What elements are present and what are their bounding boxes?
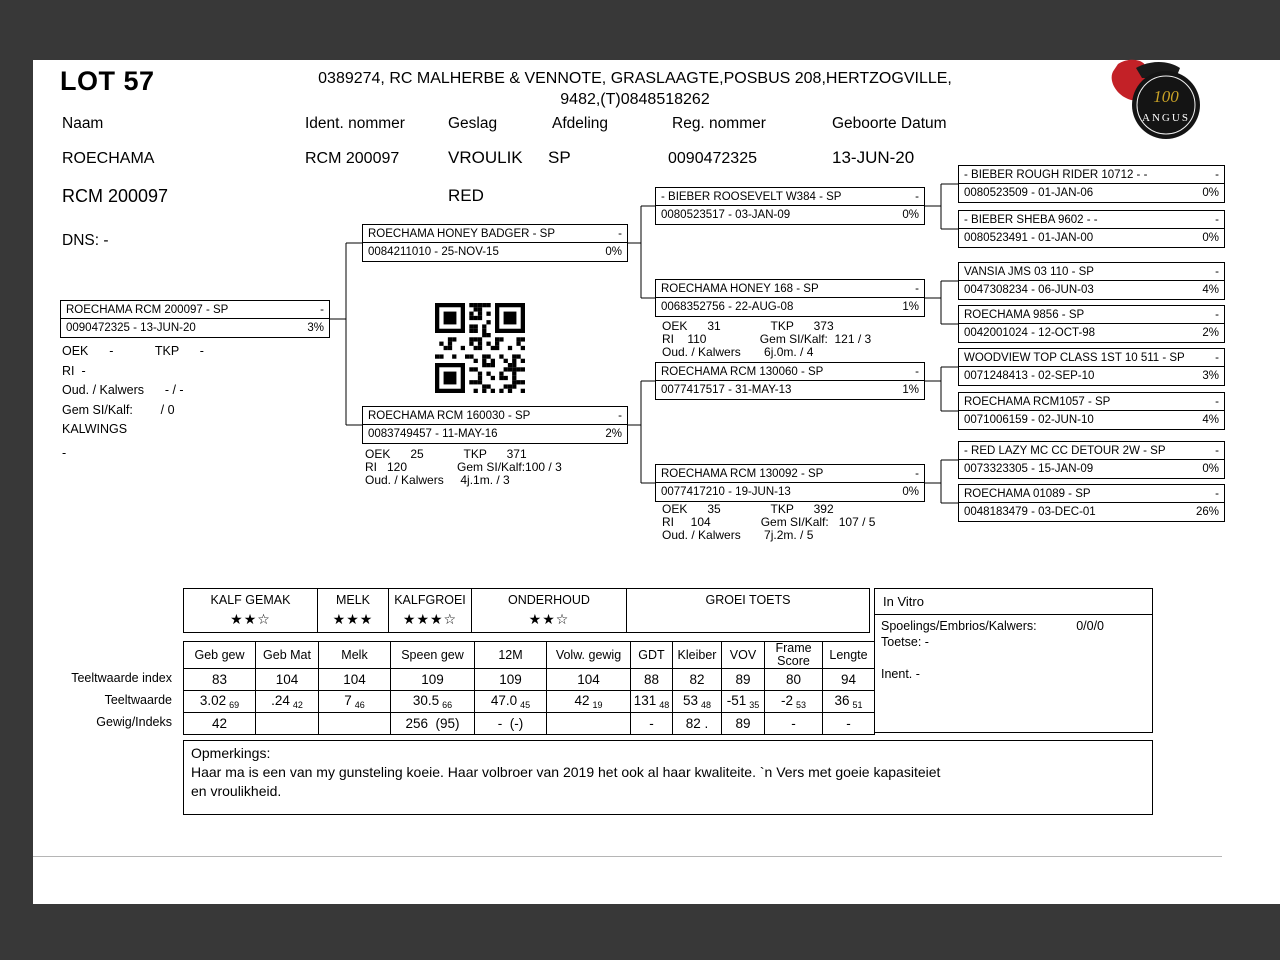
ebv-cell: .24 $_{42}$ <box>256 691 319 713</box>
inbreeding-pct: 0% <box>1202 232 1219 244</box>
stats-line: KALWINGS <box>62 422 128 436</box>
stats-line: RI 110 Gem SI/Kalf: 121 / 3 <box>662 332 872 346</box>
stats-line: Oud. / Kalwers 6j.0m. / 4 <box>662 345 814 359</box>
group-kalf-gemak <box>183 588 318 633</box>
ebv-cell: -51 $_{35}$ <box>722 691 765 713</box>
index-cell: 104 <box>547 669 631 691</box>
group-groei-toets <box>626 588 870 633</box>
ebv-cell: 42 $_{19}$ <box>547 691 631 713</box>
accuracy: 48 <box>659 700 670 710</box>
maternal-granddam-stats <box>662 503 875 542</box>
column-header: Geb Mat <box>256 642 319 669</box>
ebv-row <box>184 691 875 713</box>
colour-value: RED <box>448 186 484 205</box>
index-cell: 88 <box>631 669 673 691</box>
lot-number: LOT 57 <box>60 66 155 96</box>
ebv-cell: 47.0 $_{45}$ <box>475 691 547 713</box>
afdeling-value: SP <box>548 148 571 167</box>
animal-reg-id: 0084211010 - 25-NOV-15 <box>368 246 499 258</box>
index-cell: 104 <box>319 669 391 691</box>
dam-stats <box>365 448 562 487</box>
stats-line: OEK 35 TKP 392 <box>662 502 834 516</box>
pedigree-box-maternal-granddam <box>655 464 925 502</box>
animal-flag: - <box>1215 213 1219 226</box>
animal-reg-id: 0090472325 - 13-JUN-20 <box>66 322 196 334</box>
stats-line: Oud. / Kalwers 7j.2m. / 5 <box>662 528 814 542</box>
accuracy: 19 <box>592 700 603 710</box>
row-label-gewig-indeks: Gewig/Indeks <box>96 715 172 729</box>
qr-code <box>435 303 525 393</box>
footer-divider <box>33 856 1222 857</box>
stats-line: OEK 25 TKP 371 <box>365 447 527 461</box>
index-cell: 82 <box>673 669 722 691</box>
geslag-value: VROULIK <box>448 148 523 167</box>
group-label: MELK <box>335 593 371 607</box>
column-header: Volw. gewig <box>547 642 631 669</box>
star-rating <box>627 611 869 629</box>
index-cell: 89 <box>722 669 765 691</box>
stats-line: OEK - TKP - <box>62 344 204 358</box>
invitro-panel <box>874 588 1153 733</box>
spoelings-label: Spoelings/Embrios/Kalwers: <box>881 619 1037 633</box>
animal-flag: - <box>1215 444 1219 457</box>
animal-flag: - <box>915 190 919 203</box>
animal-reg-id: 0047308234 - 06-JUN-03 <box>964 284 1094 296</box>
weight-cell: 42 <box>184 713 256 735</box>
inbreeding-pct: 0% <box>605 246 622 258</box>
weight-cell <box>319 713 391 735</box>
invitro-title: In Vitro <box>875 589 1152 615</box>
group-onderhoud <box>471 588 627 633</box>
inbreeding-pct: 4% <box>1202 284 1219 296</box>
ebv-cell: -2 $_{53}$ <box>765 691 823 713</box>
inbreeding-pct: 1% <box>902 301 919 313</box>
animal-reg-id: 0042001024 - 12-OCT-98 <box>964 327 1096 339</box>
pedigree-box-subject <box>60 300 330 338</box>
animal-reg-id: 0080523517 - 03-JAN-09 <box>661 209 791 221</box>
animal-reg-id: 0071248413 - 02-SEP-10 <box>964 370 1095 382</box>
animal-flag: - <box>618 409 622 422</box>
opmerkings-text-line1: Haar ma is een van my gunsteling koeie. Haar volbroer van 2019 het ook al haar kwaliteite. `n Vers met goeie kapasiteiet <box>191 764 941 780</box>
group-label: ONDERHOUD <box>508 593 590 607</box>
animal-flag: - <box>1215 487 1219 500</box>
animal-name: - BIEBER SHEBA 9602 - - <box>964 213 1098 226</box>
weight-cell: - (-) <box>475 713 547 735</box>
stats-line: - <box>62 445 67 460</box>
weight-cell: 82 . <box>673 713 722 735</box>
column-header: Melk <box>319 642 391 669</box>
weight-cell <box>547 713 631 735</box>
pedigree-box-maternal-grandsire <box>655 362 925 400</box>
animal-flag: - <box>320 303 324 316</box>
trait-group-header <box>183 588 870 633</box>
pedigree-box-paternal-grandsire <box>655 187 925 225</box>
pedigree-box-dam <box>362 406 628 444</box>
animal-reg-id: 0071006159 - 02-JUN-10 <box>964 414 1094 426</box>
index-cell: 83 <box>184 669 256 691</box>
index-cell: 80 <box>765 669 823 691</box>
ebv-cell: 36 $_{51}$ <box>823 691 875 713</box>
animal-reg-id: 0077417517 - 31-MAY-13 <box>661 384 792 396</box>
inbreeding-pct: 4% <box>1202 414 1219 426</box>
ident-value: RCM 200097 <box>305 150 400 167</box>
reg-label: Reg. nommer <box>672 115 766 132</box>
animal-name: - RED LAZY MC CC DETOUR 2W - SP <box>964 444 1166 457</box>
animal-reg-id: 0080523491 - 01-JAN-00 <box>964 232 1094 244</box>
breeder-address-line1: 0389274, RC MALHERBE & VENNOTE, GRASLAAGTE,POSBUS 208,HERTZOGVILLE, <box>318 70 952 87</box>
weight-cell: 89 <box>722 713 765 735</box>
index-row <box>184 669 875 691</box>
breeder-address <box>240 68 1030 110</box>
inent-value: Inent. - <box>881 667 920 681</box>
pedigree-box-ggp4 <box>958 305 1225 343</box>
animal-flag: - <box>915 282 919 295</box>
row-label-teeltwaarde-index: Teeltwaarde index <box>71 671 172 685</box>
subject-stats <box>62 342 204 463</box>
animal-flag: - <box>1215 351 1219 364</box>
column-header: VOV <box>722 642 765 669</box>
animal-name: ROECHAMA 9856 - SP <box>964 308 1085 321</box>
stats-line: Gem SI/Kalf: / 0 <box>62 402 175 417</box>
opmerkings-title: Opmerkings: <box>191 745 271 761</box>
naam-label: Naam <box>62 115 104 132</box>
star-rating: ★★★ <box>332 611 374 627</box>
top-bar <box>0 0 1280 60</box>
row-label-teeltwaarde: Teeltwaarde <box>104 693 172 707</box>
animal-flag: - <box>1215 168 1219 181</box>
animal-reg-id: 0048183479 - 03-DEC-01 <box>964 506 1096 518</box>
ebv-cell: 3.02 $_{69}$ <box>184 691 256 713</box>
accuracy: 51 <box>852 700 863 710</box>
geboorte-label: Geboorte Datum <box>832 115 947 132</box>
animal-name: ROECHAMA RCM1057 - SP <box>964 395 1111 408</box>
weight-cell: - <box>765 713 823 735</box>
afdeling-label: Afdeling <box>552 115 609 132</box>
animal-reg-id: 0080523509 - 01-JAN-06 <box>964 187 1094 199</box>
animal-name: VANSIA JMS 03 110 - SP <box>964 265 1094 278</box>
column-header: Lengte <box>823 642 875 669</box>
angus-logo <box>1106 58 1202 140</box>
animal-flag: - <box>915 365 919 378</box>
naam-value: ROECHAMA <box>62 150 155 167</box>
group-kalfgroei <box>388 588 472 633</box>
pedigree-box-ggp7 <box>958 441 1225 479</box>
inbreeding-pct: 2% <box>1202 327 1219 339</box>
ebv-cell: 131 $_{48}$ <box>631 691 673 713</box>
accuracy: 42 <box>292 700 303 710</box>
accuracy: 53 <box>796 700 807 710</box>
stats-line: OEK 31 TKP 373 <box>662 319 834 333</box>
index-cell: 94 <box>823 669 875 691</box>
logo-name: ANGUS <box>1142 112 1190 124</box>
weight-cell: - <box>823 713 875 735</box>
column-header: Geb gew <box>184 642 256 669</box>
index-cell: 109 <box>475 669 547 691</box>
stats-line: RI - <box>62 363 86 378</box>
pedigree-box-ggp8 <box>958 484 1225 522</box>
column-header: GDT <box>631 642 673 669</box>
pedigree-box-ggp1 <box>958 165 1225 203</box>
spoelings-value: 0/0/0 <box>1076 619 1104 633</box>
weight-cell: 256 (95) <box>391 713 475 735</box>
animal-name: - BIEBER ROOSEVELT W384 - SP <box>661 190 842 203</box>
column-header: Kleiber <box>673 642 722 669</box>
breeding-values-table <box>183 641 875 735</box>
inbreeding-pct: 0% <box>1202 187 1219 199</box>
animal-reg-id: 0073323305 - 15-JAN-09 <box>964 463 1094 475</box>
ebv-cell: 7 $_{46}$ <box>319 691 391 713</box>
paternal-granddam-stats <box>662 320 871 359</box>
group-label: GROEI TOETS <box>705 593 791 607</box>
weight-cell <box>256 713 319 735</box>
inbreeding-pct: 2% <box>605 428 622 440</box>
geboorte-value: 13-JUN-20 <box>832 148 915 167</box>
stats-line: Oud. / Kalwers - / - <box>62 383 184 397</box>
accuracy: 66 <box>442 700 453 710</box>
animal-name: - BIEBER ROUGH RIDER 10712 - - <box>964 168 1148 181</box>
animal-flag: - <box>618 227 622 240</box>
ident-value-2: RCM 200097 <box>62 186 169 206</box>
animal-name: ROECHAMA HONEY BADGER - SP <box>368 227 556 240</box>
animal-name: WOODVIEW TOP CLASS 1ST 10 511 - SP <box>964 351 1185 364</box>
star-rating: ★★☆ <box>230 611 271 627</box>
pedigree-box-ggp6 <box>958 392 1225 430</box>
stats-line: Oud. / Kalwers 4j.1m. / 3 <box>365 473 510 487</box>
ebv-cell: 53 $_{48}$ <box>673 691 722 713</box>
weight-index-row <box>184 713 875 735</box>
breeder-address-line2: 9482,(T)0848518262 <box>560 91 710 108</box>
ebv-cell: 30.5 $_{66}$ <box>391 691 475 713</box>
pedigree-box-ggp2 <box>958 210 1225 248</box>
animal-name: ROECHAMA RCM 130060 - SP <box>661 365 824 378</box>
accuracy: 45 <box>520 700 531 710</box>
animal-name: ROECHAMA RCM 160030 - SP <box>368 409 531 422</box>
pedigree-box-paternal-granddam <box>655 279 925 317</box>
reg-value: 0090472325 <box>668 150 757 167</box>
accuracy: 69 <box>229 700 240 710</box>
stats-line: RI 104 Gem SI/Kalf: 107 / 5 <box>662 515 876 529</box>
logo-anniversary: 100 <box>1153 87 1179 106</box>
column-header: 12M <box>475 642 547 669</box>
geslag-label: Geslag <box>448 115 498 132</box>
accuracy: 46 <box>354 700 365 710</box>
index-cell: 104 <box>256 669 319 691</box>
toetse-value: Toetse: - <box>881 635 929 649</box>
opmerkings-box <box>183 740 1153 815</box>
animal-name: ROECHAMA RCM 130092 - SP <box>661 467 824 480</box>
animal-flag: - <box>1215 265 1219 278</box>
inbreeding-pct: 26% <box>1195 506 1219 518</box>
animal-name: ROECHAMA RCM 200097 - SP <box>66 303 229 316</box>
stats-line: RI 120 Gem SI/Kalf:100 / 3 <box>365 460 562 474</box>
animal-reg-id: 0077417210 - 19-JUN-13 <box>661 486 791 498</box>
star-rating: ★★★☆ <box>402 611 458 627</box>
inbreeding-pct: 1% <box>902 384 919 396</box>
animal-flag: - <box>1215 395 1219 408</box>
accuracy: 35 <box>749 700 760 710</box>
opmerkings-text-line2: en vroulikheid. <box>191 783 282 799</box>
inbreeding-pct: 3% <box>1202 370 1219 382</box>
inbreeding-pct: 0% <box>902 209 919 221</box>
dns-value: DNS: - <box>62 232 109 249</box>
column-header-row <box>184 642 875 669</box>
animal-reg-id: 0068352756 - 22-AUG-08 <box>661 301 794 313</box>
accuracy: 48 <box>701 700 712 710</box>
bottom-bar <box>0 904 1280 960</box>
pedigree-box-ggp5 <box>958 348 1225 386</box>
inbreeding-pct: 3% <box>307 322 324 334</box>
animal-flag: - <box>1215 308 1219 321</box>
group-label: KALF GEMAK <box>210 593 291 607</box>
star-rating: ★★☆ <box>528 611 570 627</box>
inbreeding-pct: 0% <box>902 486 919 498</box>
angus-logo-graphic <box>1106 58 1202 140</box>
ident-label: Ident. nommer <box>305 115 405 132</box>
group-melk <box>317 588 389 633</box>
weight-cell: - <box>631 713 673 735</box>
column-header: Frame Score <box>765 642 823 669</box>
pedigree-box-ggp3 <box>958 262 1225 300</box>
left-edge-bar <box>0 60 33 904</box>
animal-name: ROECHAMA 01089 - SP <box>964 487 1091 500</box>
animal-reg-id: 0083749457 - 11-MAY-16 <box>368 428 498 440</box>
animal-flag: - <box>915 467 919 480</box>
column-header: Speen gew <box>391 642 475 669</box>
pedigree-box-sire <box>362 224 628 262</box>
index-cell: 109 <box>391 669 475 691</box>
animal-name: ROECHAMA HONEY 168 - SP <box>661 282 819 295</box>
group-label: KALFGROEI <box>394 593 466 607</box>
inbreeding-pct: 0% <box>1202 463 1219 475</box>
